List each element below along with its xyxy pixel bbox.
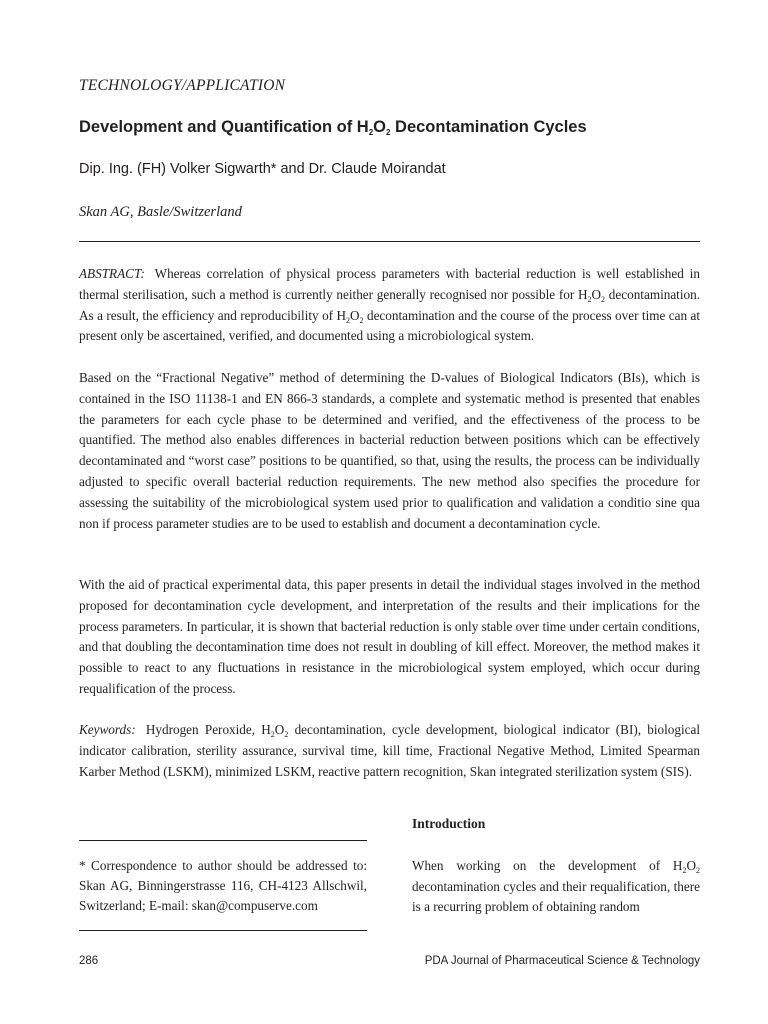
title-part-2: O (373, 118, 386, 136)
keywords-text-b: O (274, 722, 285, 737)
keywords-subscript: 2 (284, 730, 289, 739)
authors: Dip. Ing. (FH) Volker Sigwarth* and Dr. Claude Moirandat (79, 161, 446, 177)
footnote-divider-top (79, 840, 367, 841)
abstract-text-a: Whereas correlation of physical process parameters with bacterial reduction is well established in thermal sterilisation, such a method is currently neither generally recognised nor possible for H (79, 266, 700, 302)
intro-subscript: 2 (696, 866, 700, 875)
header-divider (79, 241, 700, 242)
abstract-subscript: 2 (587, 294, 592, 304)
keywords-label: Keywords: (79, 722, 136, 737)
title-subscript-2: 2 (385, 128, 391, 137)
section-label: TECHNOLOGY/APPLICATION (79, 77, 286, 94)
keywords-paragraph (79, 720, 700, 782)
intro-text-b: O (686, 858, 696, 873)
abstract-text-e: decontamination and the course of the process over time can at present only be ascertained, verified, and documented using a microbiological system. (79, 307, 701, 344)
title-subscript-1: 2 (368, 128, 374, 137)
keywords-text-c: decontamination, cycle development, biological indicator (BI), biological indicator calibration, sterility assurance, survival time, kill time, Fractional Negative Method, Limited Spearman Karber Method (LSKM), minimized LSKM, reactive pattern recognition, Skan integrated sterilization system (SIS). (79, 722, 700, 779)
abstract-label: ABSTRACT: (79, 266, 145, 281)
intro-text-c: decontamination cycles and their requalification, there is a recurring problem of obtaining random (412, 878, 700, 914)
title-part-1: Development and Quantification of H (79, 118, 369, 136)
abstract-subscript: 2 (346, 315, 351, 325)
keywords-subscript: 2 (270, 730, 275, 739)
intro-subscript: 2 (682, 866, 687, 875)
keywords-text-a: Hydrogen Peroxide, H (145, 722, 271, 737)
experimental-data-paragraph: With the aid of practical experimental data, this paper presents in detail the individual stages involved in the method proposed for decontamination cycle development, and interpretation of the results and their implications for the process parameters. In particular, it is shown that bacterial reduction is only stable over time under certain conditions, and that doubling the decontamination time does not result in doubling of kill effect. Moreover, the method makes it possible to react to any fluctuations in resistance in the microbiological system employed, which occur during requalification of the process. (79, 577, 700, 696)
abstract-paragraph (79, 264, 700, 347)
title-part-3: Decontamination Cycles (390, 118, 587, 136)
fractional-negative-paragraph: Based on the “Fractional Negative” method of determining the D-values of Biological Indicators (BIs), which is contained in the ISO 11138-1 and EN 866-3 standards, a complete and systematic method is presented that enables the parameters for each cycle phase to be determined and verified, and the effectiveness of the process to be quantified. The method also enables differences in bacterial reduction between positions which can be effectively decontaminated and “worst case” positions to be quantified, so that, using the results, the process can be individually adjusted to specific overall bacterial reduction requirements. The new method also specifies the procedure for assessing the suitability of the microbiological system used prior to qualification and validation a conditio sine qua non if process parameter studies are to be used to establish and document a decontamination cycle. (79, 370, 700, 531)
abstract-subscript: 2 (601, 294, 606, 304)
affiliation: Skan AG, Basle/Switzerland (79, 204, 242, 220)
paper-title (79, 118, 709, 137)
page-number: 286 (79, 955, 99, 967)
abstract-text-c: decontamination. As a result, the efficiency and reproducibility of H (79, 286, 700, 323)
intro-text-a: When working on the development of H (412, 858, 683, 873)
abstract-text-b: O (591, 286, 602, 302)
journal-name: PDA Journal of Pharmaceutical Science & Technology (424, 955, 700, 967)
abstract-subscript: 2 (359, 315, 364, 325)
abstract-text-d: O (350, 307, 360, 323)
introduction-heading: Introduction (412, 816, 486, 831)
footnote-divider-bottom (79, 930, 367, 931)
introduction-paragraph (412, 856, 700, 918)
correspondence-footnote: * Correspondence to author should be addressed to: Skan AG, Binningerstrasse 116, CH-4123 Allschwil, Switzerland; E-mail: skan@compuserve.com (79, 858, 367, 913)
